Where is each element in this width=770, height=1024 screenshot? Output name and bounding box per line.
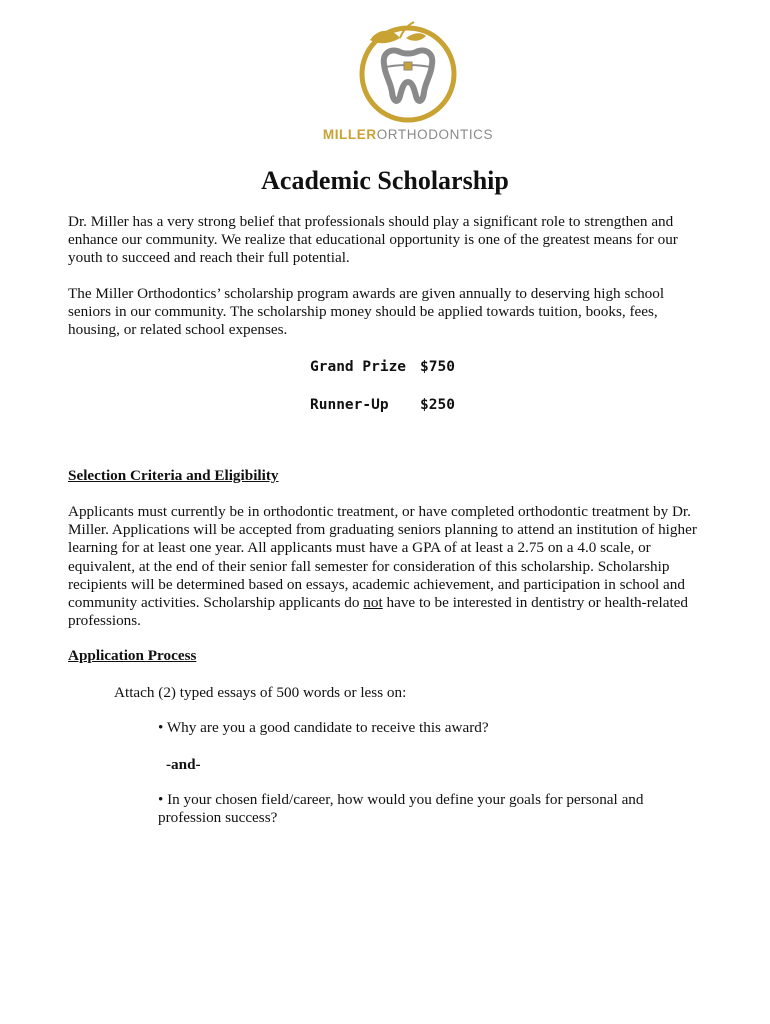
prize-label: Runner-Up bbox=[310, 397, 389, 413]
intro-paragraph-2: The Miller Orthodontics’ scholarship program awards are given annually to deserving high school seniors in our community. The scholarship money should be applied towards tuition, books, fees, housing, or related school expenses. bbox=[68, 285, 665, 339]
intro-paragraph-1: Dr. Miller has a very strong belief that professionals should play a significant role to strengthen and enhance our community. We realize that educational opportunity is one of the greatest means for our youth to succeed and reach their full potential. bbox=[68, 213, 678, 267]
selection-text-before: Applicants must currently be in orthodontic treatment, or have completed orthodontic treatment by Dr. Miller. Applications will be accepted from graduating seniors planning to attend an institution of higher learning for at least one year. All applicants must have a GPA of at least a 2.75 on a 4.0 scale, or equivalent, at the end of their senior fall semester for consideration of this scholarship. Scholarship recipients will be determined based on essays, academic achievement, and participation in school and community activities. Scholarship applicants do bbox=[68, 503, 697, 612]
selection-heading: Selection Criteria and Eligibility bbox=[68, 467, 279, 484]
essay-question-1: • Why are you a good candidate to receive this award? bbox=[158, 719, 489, 736]
application-heading: Application Process bbox=[68, 647, 197, 664]
application-instruction: Attach (2) typed essays of 500 words or less on: bbox=[114, 684, 407, 701]
prize-row-grand bbox=[310, 359, 455, 375]
selection-text-after: have to be interested in dentistry or health-related professions. bbox=[68, 594, 689, 630]
brand-wordmark bbox=[318, 127, 498, 142]
page-title: Academic Scholarship bbox=[261, 166, 509, 195]
selection-paragraph bbox=[68, 503, 708, 630]
brand-primary-text: MILLER bbox=[322, 127, 377, 142]
brand-secondary-text: ORTHODONTICS bbox=[376, 127, 494, 142]
prize-amount: $750 bbox=[420, 359, 455, 375]
tooth-apple-logo-icon bbox=[330, 18, 480, 126]
essay-question-2: • In your chosen field/career, how would you define your goals for personal and profession success? bbox=[158, 791, 644, 827]
prize-amount: $250 bbox=[420, 397, 455, 413]
prize-row-runner-up bbox=[310, 397, 455, 413]
logo bbox=[318, 18, 498, 148]
and-separator: -and- bbox=[166, 756, 201, 773]
selection-text-underlined: not bbox=[363, 594, 383, 612]
prize-label: Grand Prize bbox=[310, 359, 407, 375]
